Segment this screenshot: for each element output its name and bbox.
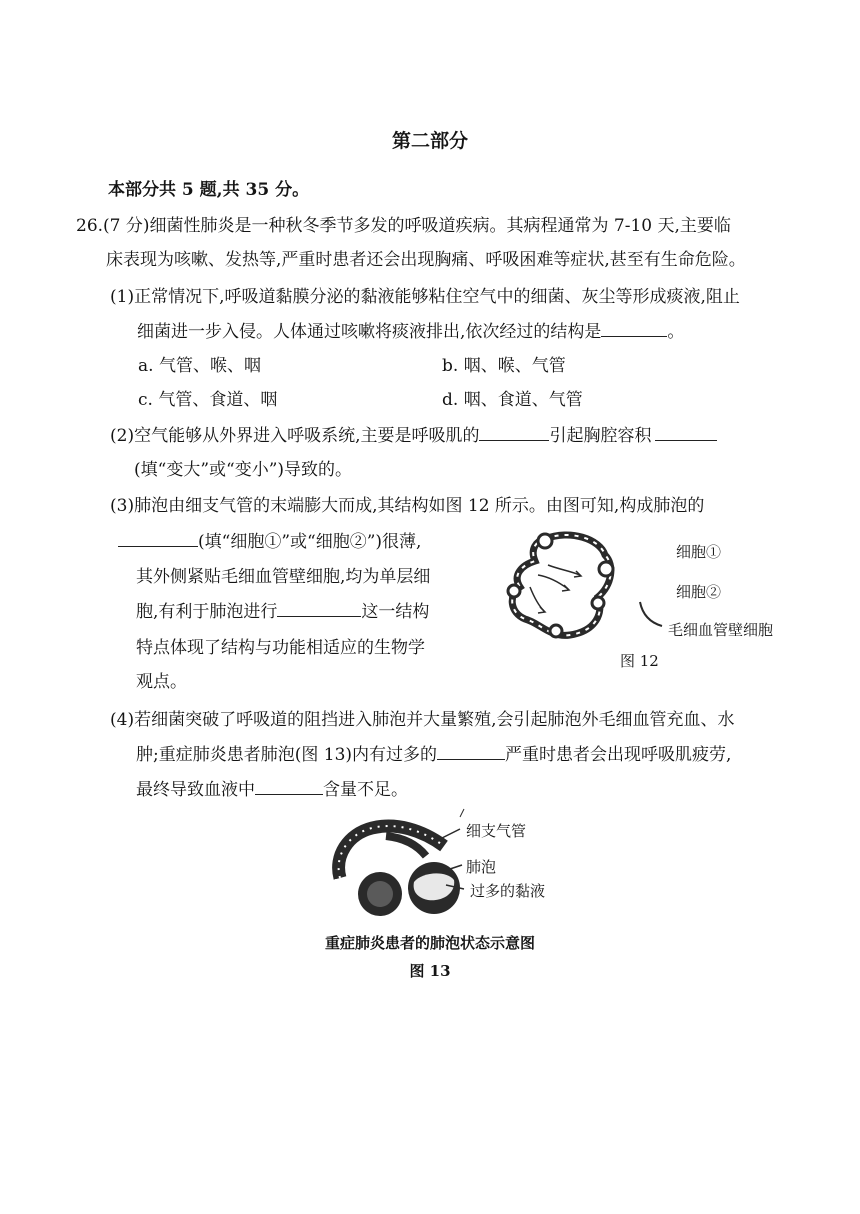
cell-2-nucleus bbox=[599, 562, 613, 576]
part4-text-3a: 最终导致血液中 bbox=[136, 780, 255, 800]
part3-text-2: (填“细胞①”或“细胞②”)很薄, bbox=[198, 532, 422, 552]
part3-line2 bbox=[118, 530, 421, 554]
answer-blank-4[interactable] bbox=[118, 530, 198, 547]
fig12-label-capillary: 毛细血管壁细胞 bbox=[668, 621, 774, 639]
pointer-alveolus bbox=[450, 865, 462, 869]
answer-blank-6[interactable] bbox=[437, 743, 505, 760]
arrow-head bbox=[538, 607, 545, 613]
part2-text-b: 引起胸腔容积 bbox=[549, 426, 652, 446]
fig13-label-bronchiole: 细支气管 bbox=[466, 822, 527, 840]
question-26-stem-line2: 床表现为咳嗽、发热等,严重时患者还会出现胸痛、呼吸困难等症状,甚至有生命危险。 bbox=[106, 250, 746, 270]
alveolus-left-inner bbox=[367, 881, 393, 907]
part1-line1: (1)正常情况下,呼吸道黏膜分泌的黏液能够粘住空气中的细菌、灰尘等形成痰液,阻止 bbox=[110, 287, 740, 307]
part3-text-4a: 胞,有利于肺泡进行 bbox=[136, 602, 278, 622]
pointer-mucus bbox=[446, 885, 464, 889]
option-c: c. 气管、食道、咽 bbox=[138, 390, 278, 410]
part2-line2: (填“变大”或“变小”)导致的。 bbox=[134, 460, 353, 480]
fig12-label-cell1: 细胞① bbox=[676, 543, 722, 561]
airflow-arrow bbox=[538, 575, 568, 589]
part4-text-3b: 含量不足。 bbox=[323, 780, 408, 800]
section-intro: 本部分共 5 题,共 35 分。 bbox=[108, 180, 310, 200]
part3-line6: 观点。 bbox=[136, 672, 187, 692]
cell-1-nucleus bbox=[538, 534, 552, 548]
airflow-arrow bbox=[548, 565, 580, 575]
cell-nucleus bbox=[508, 585, 520, 597]
part4-line3 bbox=[136, 778, 408, 802]
cell-nucleus bbox=[592, 597, 604, 609]
airflow-arrow bbox=[530, 587, 544, 611]
fig12-caption: 图 12 bbox=[620, 652, 659, 670]
figure-12-alveolus-diagram bbox=[500, 525, 650, 655]
question-26-stem-line1 bbox=[76, 214, 731, 238]
part3-line1: (3)肺泡由细支气管的末端膨大而成,其结构如图 12 所示。由图可知,构成肺泡的 bbox=[110, 496, 705, 516]
part1-end: 。 bbox=[667, 322, 685, 342]
option-d: d. 咽、食道、气管 bbox=[442, 390, 583, 410]
answer-blank-1[interactable] bbox=[601, 320, 667, 337]
tube-opening bbox=[333, 879, 339, 885]
part2-text-a: (2)空气能够从外界进入呼吸系统,主要是呼吸肌的 bbox=[110, 426, 480, 446]
cell-nucleus bbox=[550, 625, 562, 637]
answer-blank-3[interactable] bbox=[655, 424, 717, 441]
part3-line4 bbox=[136, 600, 429, 624]
fig13-label-alveolus: 肺泡 bbox=[466, 858, 497, 876]
answer-blank-5[interactable] bbox=[277, 600, 361, 617]
option-a: a. 气管、喉、咽 bbox=[138, 356, 261, 376]
pointer-line bbox=[640, 602, 662, 626]
part3-line3: 其外侧紧贴毛细血管壁细胞,均为单层细 bbox=[136, 567, 431, 587]
fig13-caption-title: 重症肺炎患者的肺泡状态示意图 bbox=[324, 934, 535, 952]
part2-line1 bbox=[110, 424, 717, 448]
part1-text: 细菌进一步入侵。人体通过咳嗽将痰液排出,依次经过的结构是 bbox=[137, 322, 602, 342]
part4-text-2a: 肿;重症肺炎患者肺泡(图 13)内有过多的 bbox=[136, 745, 438, 765]
part4-line1: (4)若细菌突破了呼吸道的阻挡进入肺泡并大量繁殖,会引起肺泡外毛细血管充血、水 bbox=[110, 710, 735, 730]
pointer-bronchiole bbox=[432, 829, 460, 843]
part1-line2 bbox=[137, 320, 684, 344]
part3-text-4b: 这一结构 bbox=[361, 602, 430, 622]
answer-blank-7[interactable] bbox=[255, 778, 323, 795]
question-points: (7 分) bbox=[103, 216, 150, 236]
part4-line2 bbox=[136, 743, 731, 767]
part3-line5: 特点体现了结构与功能相适应的生物学 bbox=[136, 638, 425, 658]
question-number: 26. bbox=[76, 216, 104, 236]
option-b: b. 咽、喉、气管 bbox=[442, 356, 566, 376]
capillary-pointer bbox=[636, 600, 666, 630]
question-stem-text: 细菌性肺炎是一种秋冬季节多发的呼吸道疾病。其病程通常为 7-10 天,主要临 bbox=[149, 216, 731, 236]
fig12-label-cell2: 细胞② bbox=[676, 583, 722, 601]
fig13-caption: 图 13 bbox=[409, 962, 451, 980]
part4-text-2b: 严重时患者会出现呼吸肌疲劳, bbox=[505, 745, 732, 765]
section-title: 第二部分 bbox=[391, 130, 468, 152]
answer-blank-2[interactable] bbox=[479, 424, 549, 441]
fig13-label-mucus: 过多的黏液 bbox=[470, 882, 546, 900]
stray-mark bbox=[460, 809, 464, 817]
